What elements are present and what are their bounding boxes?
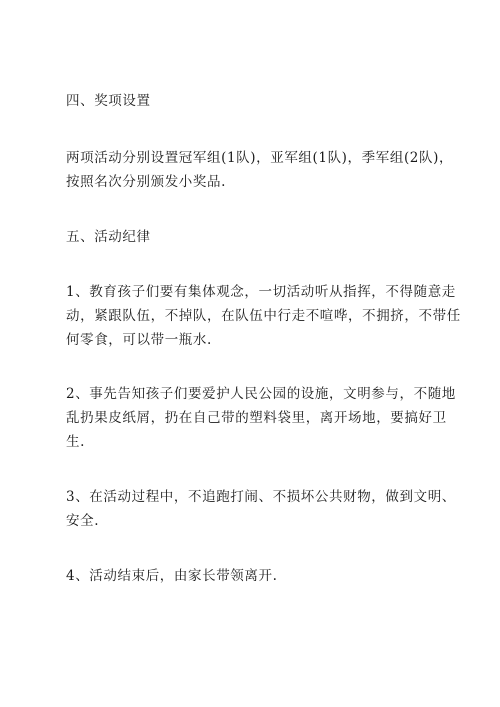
discipline-item-2-line-1: 2、事先告知孩子们要爱护人民公园的设施，文明参与，不随地 <box>66 386 456 402</box>
discipline-item-2-line-3: 生. <box>66 434 85 450</box>
discipline-item-1-line-1: 1、教育孩子们要有集体观念，一切活动听从指挥，不得随意走 <box>66 284 456 300</box>
discipline-item-3-line-1: 3、在活动过程中，不追跑打闹、不损坏公共财物，做到文明、 <box>66 489 456 505</box>
discipline-item-1-line-2: 动，紧跟队伍，不掉队，在队伍中行走不喧哗，不拥挤，不带任 <box>66 308 461 324</box>
awards-paragraph-line-2: 按照名次分别颁发小奖品. <box>66 174 226 190</box>
section-heading-discipline: 五、活动纪律 <box>66 229 151 245</box>
section-heading-awards: 四、奖项设置 <box>66 93 151 109</box>
discipline-item-1-line-3: 何零食，可以带一瓶水. <box>66 332 212 348</box>
discipline-item-4-line-1: 4、活动结束后，由家长带领离开. <box>66 568 278 584</box>
discipline-item-2-line-2: 乱扔果皮纸屑，扔在自己带的塑料袋里，离开场地，要搞好卫 <box>66 410 447 426</box>
discipline-item-3-line-2: 安全. <box>66 513 100 529</box>
awards-paragraph-line-1: 两项活动分别设置冠军组(1队)，亚军组(1队)，季军组(2队)， <box>66 150 454 166</box>
